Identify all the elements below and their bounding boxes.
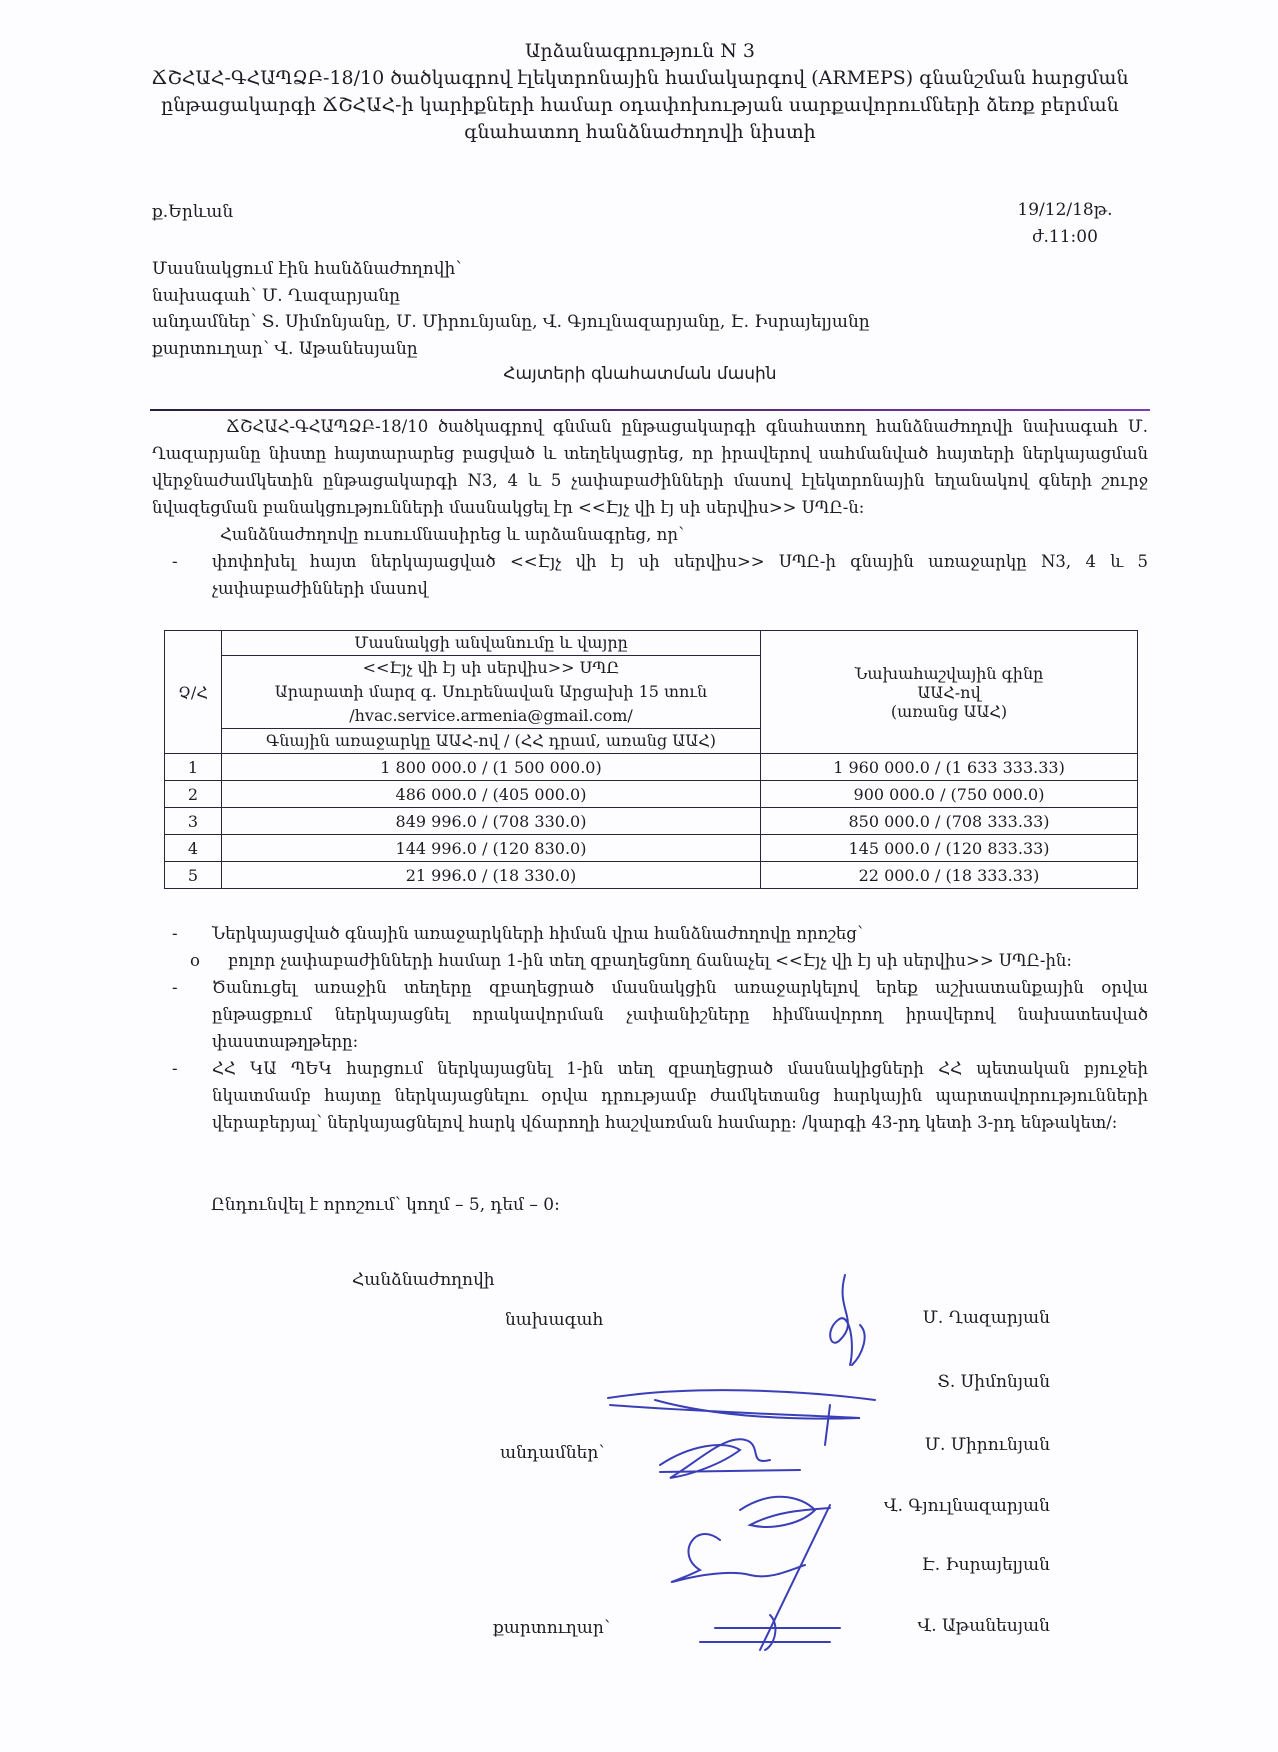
row-estimate: 900 000.0 / (750 000.0): [761, 781, 1138, 808]
col-header-number: Չ/Հ: [165, 631, 222, 754]
table-row: [165, 754, 1138, 781]
decision-bullet: [152, 974, 1148, 1055]
signatory-name: Տ. Սիմոնյան: [937, 1372, 1050, 1392]
title-line-1: Արձանագրություն N 3: [525, 40, 755, 62]
row-number: 5: [165, 862, 222, 889]
committee-label: Հանձնաժողովի: [352, 1270, 495, 1290]
table-row: [165, 781, 1138, 808]
circle-bullet-icon: o: [190, 951, 200, 970]
row-estimate: 850 000.0 / (708 333.33): [761, 808, 1138, 835]
attendees-list: [152, 256, 870, 362]
members-label: անդամներ՝: [500, 1443, 605, 1463]
participant-name: <<Էյչ վի էյ սի սերվիս>> ՍՊԸ: [362, 658, 620, 677]
finding-bullet: [152, 548, 1148, 602]
decision-tax-inquiry: ՀՀ ԿԱ ՊԵԿ հարցում ներկայացնել 1-ին տեղ զբաղեցրած մասնակիցների ՀՀ պետական բյուջեի նկատմամբ հայտը ներկայացնելու օրվա դրությամբ ժամկետանց հարկային պարտավորությունների վերաբերյալ՝ ներկայացնելով հարկ վճարողի հաշվառման համարը: /կարգի 43-րդ կետի 3-րդ ենթակետ/:: [212, 1059, 1148, 1132]
price-offers-table: [164, 630, 1138, 889]
participant-email: /hvac.service.armenia@gmail.com/: [349, 706, 633, 725]
decision-bullet: [152, 920, 1148, 947]
row-offer: 486 000.0 / (405 000.0): [222, 781, 761, 808]
finding-text: փոփոխել հայտ ներկայացված <<Էյչ վի էյ սի սերվիս>> ՍՊԸ-ի գնային առաջարկը N3, 4 և 5 չափաբաժինների մասով: [212, 552, 1148, 598]
time: ժ.11:00: [1032, 227, 1098, 247]
decisions: [152, 920, 1148, 1136]
dash-bullet-icon: -: [172, 978, 178, 997]
row-offer: 1 800 000.0 / (1 500 000.0): [222, 754, 761, 781]
signatory-name: Մ. Ղազարյան: [922, 1308, 1050, 1328]
row-number: 1: [165, 754, 222, 781]
row-estimate: 145 000.0 / (120 833.33): [761, 835, 1138, 862]
decision-bullet: [152, 1055, 1148, 1136]
table-row: [165, 835, 1138, 862]
body-text: [152, 413, 1148, 602]
title-line-2: ՃՇՀԱՀ-ԳՀԱՊՁԲ-18/10 ծածկագրով էլեկտրոնային համակարգով (ARMEPS) գնանշման հարցման: [151, 67, 1129, 89]
signatory-name: Վ. Գյուլնազարյան: [883, 1496, 1050, 1516]
decision-sub-text: բոլոր չափաբաժինների համար 1-ին տեղ զբաղեցնող ճանաչել <<Էյչ վի էյ սի սերվիս>> ՍՊԸ-ին:: [228, 951, 1072, 970]
row-number: 4: [165, 835, 222, 862]
row-offer: 144 996.0 / (120 830.0): [222, 835, 761, 862]
dash-bullet-icon: -: [172, 552, 178, 571]
title-line-4: գնահատող հանձնաժողովի նիստի: [464, 121, 816, 143]
attendees-intro: Մասնակցում էին հանձնաժողովի՝: [152, 259, 462, 279]
dash-bullet-icon: -: [172, 1059, 178, 1078]
vote-result: Ընդունվել է որոշում՝ կողմ – 5, դեմ – 0:: [211, 1195, 560, 1215]
participant-address: Արարատի մարզ գ. Սուրենավան Արցախի 15 տուն: [274, 682, 708, 701]
dash-bullet-icon: -: [172, 924, 178, 943]
title-line-3: ընթացակարգի ՃՇՀԱՀ-ի կարիքների համար օդափոխության սարքավորումների ձեռք բերման: [161, 94, 1119, 116]
handwritten-signatures-icon: [600, 1250, 900, 1670]
signatory-name: Վ. Աթանեսյան: [917, 1616, 1050, 1636]
secretary-label: քարտուղար՝: [493, 1618, 611, 1638]
table-row: [165, 862, 1138, 889]
row-offer: 21 996.0 / (18 330.0): [222, 862, 761, 889]
estimate-header-line-1: Նախահաշվային գինը: [854, 663, 1044, 683]
signatory-name: Է. Իսրայելյան: [921, 1555, 1050, 1575]
chair-label: նախագահ: [505, 1310, 604, 1330]
attendees-secretary: քարտուղար՝ Վ. Աթանեսյանը: [152, 338, 418, 359]
findings-intro: Հանձնաժողովը ուսումնասիրեց և արձանագրեց, որ՝: [220, 525, 684, 544]
table-row: [165, 808, 1138, 835]
decision-sub-bullet: [152, 947, 1148, 974]
date: 19/12/18թ.: [1017, 200, 1113, 220]
row-estimate: 1 960 000.0 / (1 633 333.33): [761, 754, 1138, 781]
document-title: [150, 38, 1130, 146]
row-number: 2: [165, 781, 222, 808]
row-offer: 849 996.0 / (708 330.0): [222, 808, 761, 835]
col-header-price-offer: Գնային առաջարկը ԱԱՀ-ով / (ՀՀ դրամ, առանց ԱԱՀ): [222, 729, 761, 754]
decision-notify: Ծանուցել առաջին տեղերը զբաղեցրած մասնակցին առաջարկելով երեք աշխատանքային օրվա ընթացքում ներկայացնել որակավորման չափանիշները հիմնավորող իրավերով նախատեսված փաստաթղթերը:: [212, 978, 1148, 1051]
opening-paragraph: ՃՇՀԱՀ-ԳՀԱՊՁԲ-18/10 ծածկագրով գնման ընթացակարգի գնահատող հանձնաժողովի նախագահ Մ. Ղազարյանը նիստը հայտարարեց բացված և տեղեկացրեց, որ իրավերով սահմանված հայտերի ներկայացման վերջնաժամկետին ընթացակարգի N3, 4 և 5 չափաբաժինների մասով էլեկտրոնային եղանակով գների շուրջ նվազեցման բանակցությունների մասնակցել էր <<Էյչ վի էյ սի սերվիս>> ՍՊԸ-ն:: [152, 417, 1148, 517]
participant-details: [222, 656, 761, 729]
estimate-header-line-2: ԱԱՀ-ով: [917, 682, 981, 702]
col-header-participant: Մասնակցի անվանումը և վայրը: [222, 631, 761, 656]
decision-intro: Ներկայացված գնային առաջարկների հիման վրա հանձնաժողովը որոշեց՝: [212, 924, 863, 943]
estimate-header-line-3: (առանց ԱԱՀ): [890, 701, 1008, 721]
attendees-chair: նախագահ՝ Մ. Ղազարյանը: [152, 285, 401, 306]
date-time: [1000, 197, 1130, 251]
heading-divider: [150, 409, 1150, 411]
city: ք.Երևան: [152, 202, 234, 222]
row-number: 3: [165, 808, 222, 835]
col-header-estimate: [761, 631, 1138, 754]
signatory-name: Մ. Միրունյան: [924, 1435, 1050, 1455]
row-estimate: 22 000.0 / (18 333.33): [761, 862, 1138, 889]
attendees-members: անդամներ՝ Տ. Սիմոնյանը, Մ. Միրունյանը, Վ. Գյուլնազարյանը, Է. Իսրայելյանը: [152, 312, 870, 332]
section-heading: Հայտերի գնահատման մասին: [503, 364, 777, 384]
